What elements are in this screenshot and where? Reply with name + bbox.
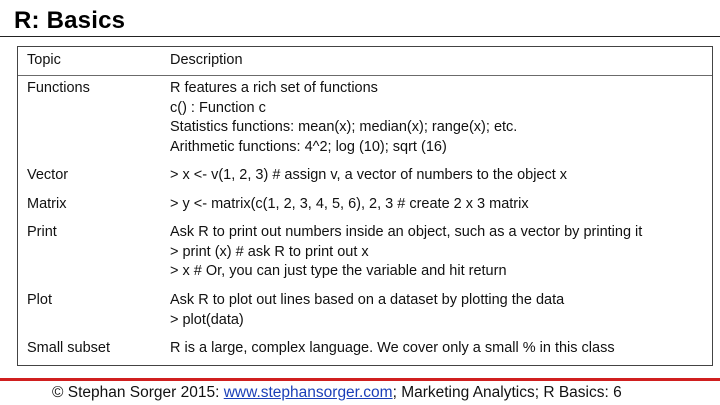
description-line: > x # Or, you can just type the variable and hit return bbox=[170, 263, 507, 279]
page-title: R: Basics bbox=[14, 7, 126, 34]
footer-copyright: © Stephan Sorger 2015: bbox=[52, 384, 224, 401]
row-plot-topic: Plot bbox=[27, 292, 52, 308]
description-line: > y <- matrix(c(1, 2, 3, 4, 5, 6), 2, 3 # create 2 x 3 matrix bbox=[170, 196, 529, 212]
description-line: R features a rich set of functions bbox=[170, 80, 378, 96]
description-line: Statistics functions: mean(x); median(x); range(x); etc. bbox=[170, 119, 518, 135]
row-functions-description bbox=[170, 79, 517, 157]
footer-course-info: ; Marketing Analytics; R Basics: 6 bbox=[392, 384, 622, 401]
footer-website-link[interactable]: www.stephansorger.com bbox=[223, 384, 393, 401]
description-line: c() : Function c bbox=[170, 99, 266, 116]
row-plot-description bbox=[170, 291, 564, 330]
title-divider bbox=[0, 36, 720, 37]
description-line: Arithmetic functions: 4^2; log (10); sqrt (16) bbox=[170, 138, 447, 155]
description-line: > x <- v(1, 2, 3) # assign v, a vector of numbers to the object x bbox=[170, 167, 568, 183]
row-small-subset-topic: Small subset bbox=[27, 340, 111, 356]
table-header-divider bbox=[18, 75, 712, 76]
row-functions-topic: Functions bbox=[27, 80, 90, 96]
row-print-topic: Print bbox=[27, 224, 57, 240]
description-line: R is a large, complex language. We cover only a small % in this class bbox=[170, 340, 615, 356]
row-matrix-description bbox=[170, 195, 529, 215]
description-line: > plot(data) bbox=[170, 311, 244, 328]
description-line: Ask R to plot out lines based on a dataset by plotting the data bbox=[170, 292, 565, 308]
row-vector-description bbox=[170, 166, 567, 186]
footer bbox=[52, 384, 622, 402]
description-line: > print (x) # ask R to print out x bbox=[170, 243, 369, 260]
row-small-subset-description bbox=[170, 339, 615, 359]
row-print-description bbox=[170, 223, 642, 282]
row-vector-topic: Vector bbox=[27, 167, 69, 183]
row-matrix-topic: Matrix bbox=[27, 196, 67, 212]
footer-divider bbox=[0, 378, 720, 381]
description-line: Ask R to print out numbers inside an object, such as a vector by printing it bbox=[170, 224, 643, 240]
table-header-topic: Topic bbox=[27, 52, 61, 68]
table-header-description: Description bbox=[170, 52, 243, 68]
